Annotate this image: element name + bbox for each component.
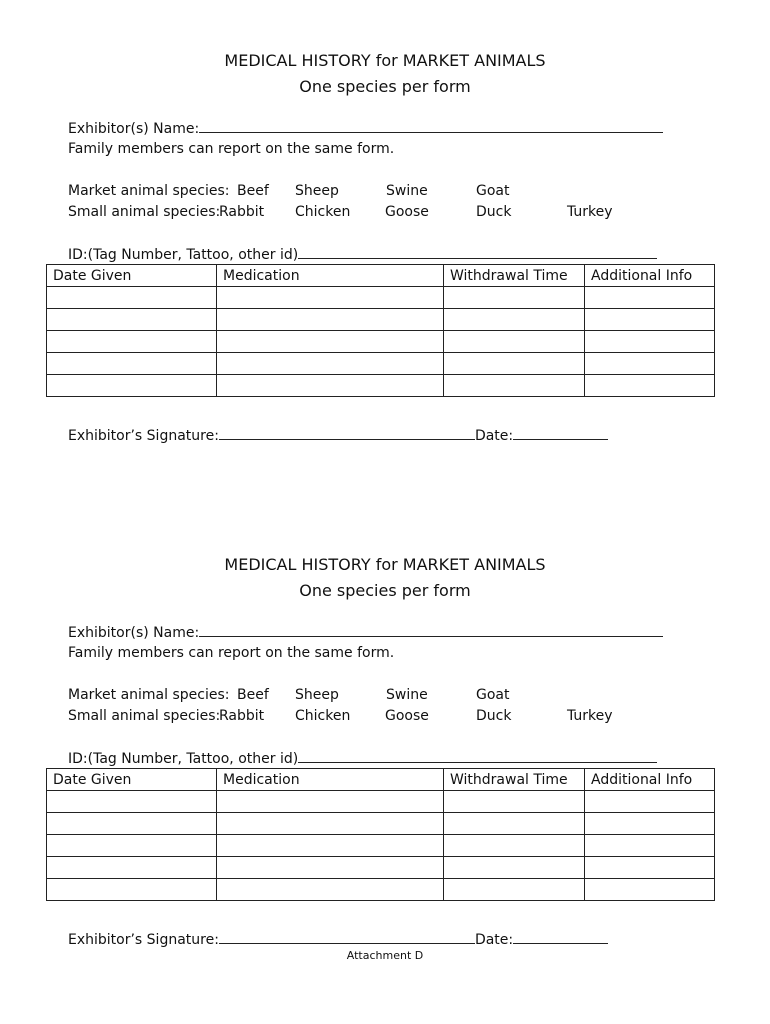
family-note: Family members can report on the same form. (68, 645, 395, 661)
table-cell[interactable] (585, 309, 715, 331)
table-row (47, 791, 715, 813)
market-species-label: Market animal species: (68, 183, 230, 199)
market-species-label: Market animal species: (68, 687, 230, 703)
small-species-option[interactable]: Goose (385, 708, 429, 724)
table-row (47, 879, 715, 901)
attachment-label: Attachment D (346, 949, 424, 962)
exhibitor-name-label: Exhibitor(s) Name: (68, 121, 200, 137)
table-cell[interactable] (47, 353, 217, 375)
market-species-option[interactable]: Swine (386, 687, 428, 703)
exhibitor-name-row (68, 118, 663, 137)
signature-label: Exhibitor’s Signature: (68, 428, 219, 444)
id-row (68, 244, 657, 263)
table-cell[interactable] (47, 857, 217, 879)
date-label: Date: (474, 932, 514, 948)
table-cell[interactable] (585, 331, 715, 353)
table-cell[interactable] (47, 331, 217, 353)
table-cell[interactable] (444, 857, 585, 879)
table-cell[interactable] (444, 813, 585, 835)
medical-history-form (0, 504, 770, 984)
table-header-row (47, 265, 715, 287)
table-cell[interactable] (585, 353, 715, 375)
table-cell[interactable] (217, 813, 444, 835)
column-header: Medication (217, 769, 444, 791)
column-header: Withdrawal Time (444, 265, 585, 287)
table-cell[interactable] (217, 309, 444, 331)
date-field[interactable] (513, 425, 608, 440)
small-species-option[interactable]: Goose (385, 204, 429, 220)
id-field[interactable] (298, 244, 657, 259)
table-cell[interactable] (47, 375, 217, 397)
table-row (47, 375, 715, 397)
exhibitor-name-field[interactable] (199, 118, 663, 133)
table-row (47, 353, 715, 375)
family-note: Family members can report on the same form. (68, 141, 395, 157)
small-species-option[interactable]: Rabbit (219, 708, 265, 724)
date-field[interactable] (513, 929, 608, 944)
small-species-option[interactable]: Chicken (295, 708, 351, 724)
table-cell[interactable] (47, 287, 217, 309)
table-cell[interactable] (444, 331, 585, 353)
table-cell[interactable] (585, 813, 715, 835)
table-row (47, 331, 715, 353)
signature-row (68, 425, 608, 444)
table-cell[interactable] (444, 353, 585, 375)
small-species-option[interactable]: Duck (476, 708, 512, 724)
column-header: Medication (217, 265, 444, 287)
table-cell[interactable] (444, 375, 585, 397)
market-species-option[interactable]: Sheep (295, 183, 339, 199)
table-cell[interactable] (217, 375, 444, 397)
small-species-option[interactable]: Turkey (567, 708, 613, 724)
id-label: ID:(Tag Number, Tattoo, other id) (68, 751, 299, 767)
table-cell[interactable] (444, 879, 585, 901)
column-header: Additional Info (585, 265, 715, 287)
column-header: Date Given (47, 769, 217, 791)
signature-field[interactable] (219, 425, 475, 440)
table-cell[interactable] (585, 287, 715, 309)
table-cell[interactable] (585, 879, 715, 901)
column-header: Additional Info (585, 769, 715, 791)
signature-row (68, 929, 608, 948)
exhibitor-name-label: Exhibitor(s) Name: (68, 625, 200, 641)
medication-table (46, 768, 715, 901)
column-header: Date Given (47, 265, 217, 287)
table-header-row (47, 769, 715, 791)
id-label: ID:(Tag Number, Tattoo, other id) (68, 247, 299, 263)
market-species-option[interactable]: Goat (476, 183, 510, 199)
table-cell[interactable] (217, 331, 444, 353)
table-cell[interactable] (217, 857, 444, 879)
table-cell[interactable] (217, 791, 444, 813)
table-cell[interactable] (47, 813, 217, 835)
signature-field[interactable] (219, 929, 475, 944)
medical-history-form (0, 0, 770, 480)
table-row (47, 857, 715, 879)
small-species-option[interactable]: Turkey (567, 204, 613, 220)
table-cell[interactable] (217, 835, 444, 857)
market-species-option[interactable]: Beef (237, 687, 269, 703)
table-cell[interactable] (47, 835, 217, 857)
form-title: MEDICAL HISTORY for MARKET ANIMALS (224, 555, 546, 574)
small-species-option[interactable]: Rabbit (219, 204, 265, 220)
table-cell[interactable] (585, 375, 715, 397)
table-row (47, 835, 715, 857)
table-cell[interactable] (585, 791, 715, 813)
table-cell[interactable] (47, 309, 217, 331)
market-species-option[interactable]: Sheep (295, 687, 339, 703)
date-label: Date: (474, 428, 514, 444)
market-species-option[interactable]: Goat (476, 687, 510, 703)
table-cell[interactable] (444, 309, 585, 331)
table-row (47, 813, 715, 835)
form-title: MEDICAL HISTORY for MARKET ANIMALS (224, 51, 546, 70)
signature-label: Exhibitor’s Signature: (68, 932, 219, 948)
small-species-option[interactable]: Duck (476, 204, 512, 220)
table-cell[interactable] (444, 791, 585, 813)
table-cell[interactable] (444, 835, 585, 857)
table-cell[interactable] (217, 353, 444, 375)
small-species-label: Small animal species: (68, 708, 221, 724)
column-header: Withdrawal Time (444, 769, 585, 791)
id-row (68, 748, 657, 767)
table-row (47, 287, 715, 309)
small-species-label: Small animal species: (68, 204, 221, 220)
table-cell[interactable] (585, 835, 715, 857)
market-species-option[interactable]: Swine (386, 183, 428, 199)
table-cell[interactable] (585, 857, 715, 879)
medication-table (46, 264, 715, 397)
market-species-option[interactable]: Beef (237, 183, 269, 199)
small-species-option[interactable]: Chicken (295, 204, 351, 220)
exhibitor-name-field[interactable] (199, 622, 663, 637)
table-cell[interactable] (217, 879, 444, 901)
table-cell[interactable] (47, 791, 217, 813)
table-cell[interactable] (444, 287, 585, 309)
form-subtitle: One species per form (299, 581, 471, 600)
table-row (47, 309, 715, 331)
exhibitor-name-row (68, 622, 663, 641)
table-cell[interactable] (47, 879, 217, 901)
id-field[interactable] (298, 748, 657, 763)
form-subtitle: One species per form (299, 77, 471, 96)
table-cell[interactable] (217, 287, 444, 309)
